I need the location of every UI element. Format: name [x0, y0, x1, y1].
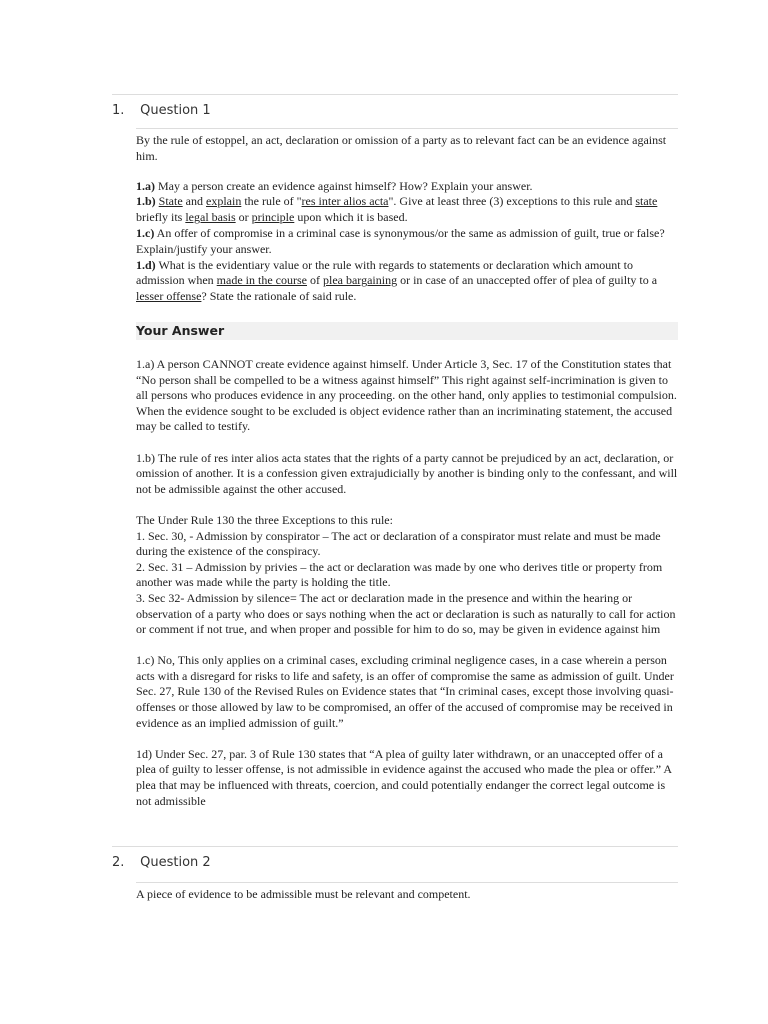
- underlined-term: explain: [206, 194, 242, 209]
- your-answer-heading: Your Answer: [136, 322, 678, 340]
- text-run: What is the evidentiary value or the rule with regards to statements or declaration which amount to admission when: [136, 257, 633, 288]
- underlined-term: lesser offense: [136, 289, 202, 304]
- exception-1: 1. Sec. 30, - Admission by conspirator – The act or declaration of a conspirator must relate and must be made during the existence of the conspiracy.: [136, 528, 661, 559]
- answer-paragraph-1b: 1.b) The rule of res inter alios acta states that the rights of a party cannot be prejudiced by an act, declaration, or omission of another. It is a confession given extrajudicially by another is binding only to the confessant, and will not be admissible against the other accused.: [136, 450, 678, 496]
- question-title: Question 1: [140, 103, 211, 118]
- prompt-item-d: [136, 258, 678, 305]
- question-title: Question 2: [140, 855, 211, 870]
- text-run: ? State the rationale of said rule.: [201, 289, 357, 304]
- text-run: ". Give at least three (3) exceptions to this rule and: [388, 194, 636, 209]
- item-label: 1.d): [136, 257, 156, 272]
- text-run: or: [235, 210, 252, 225]
- exception-3: 3. Sec 32- Admission by silence= The act or declaration made in the presence and within the hearing or observation of a party who does or says nothing when the act or declaration is such as naturally to call for action or comment if not true, and when proper and possible for him to do so, may be given in evidence against him: [136, 590, 676, 637]
- question-1-prompt: [136, 128, 678, 305]
- exceptions-intro: The Under Rule 130 the three Exceptions to this rule:: [136, 512, 393, 527]
- answer-paragraph-1a: 1.a) A person CANNOT create evidence against himself. Under Article 3, Sec. 17 of the Constitution states that “No person shall be compelled to be a witness against himself” This right against self-incrimination is given to all persons who produces evidence in any proceeding. on the other hand, only applies to testimonial compulsion. When the evidence sought to be excluded is object evidence rather than an incriminating statement, the accused may be called to testify.: [136, 357, 677, 434]
- item-label: 1.b): [136, 194, 156, 209]
- question-2-header: [112, 846, 678, 870]
- item-label: 1.a): [136, 178, 155, 193]
- underlined-term: made in the course: [216, 273, 307, 288]
- prompt-item-a: [136, 179, 678, 195]
- underlined-term: legal basis: [185, 210, 236, 225]
- text-run: or in case of an unaccepted offer of plea of guilty to a: [397, 273, 658, 288]
- question-2-prompt: [136, 882, 678, 903]
- text-run: briefly its: [136, 210, 186, 225]
- exception-2: 2. Sec. 31 – Admission by privies – the act or declaration was made by one who derives title or property from another was made while the party is holding the title.: [136, 559, 663, 590]
- prompt-item-b: [136, 194, 678, 226]
- underlined-term: res inter alios acta: [301, 194, 389, 209]
- question-1-header: [112, 94, 678, 118]
- underlined-term: principle: [251, 210, 295, 225]
- underlined-term: State: [158, 194, 183, 209]
- question-number: 2.: [112, 855, 125, 870]
- item-text: An offer of compromise in a criminal case is synonymous/or the same as admission of guilt, true or false? Explain/justify your answer.: [136, 225, 665, 256]
- prompt-intro: By the rule of estoppel, an act, declaration or omission of a party as to relevant fact can be an evidence against him.: [136, 133, 667, 163]
- item-text: May a person create an evidence against himself? How? Explain your answer.: [155, 178, 533, 193]
- answer-paragraph-1c: 1.c) No, This only applies on a criminal cases, excluding criminal negligence cases, in a case wherein a person acts with a disregard for risks to life and safety, is an offer of compromise the same as admission of guilt. Under Sec. 27, Rule 130 of the Revised Rules on Evidence states that “In criminal cases, except those involving quasi-offenses or those allowed by law to be compromised, an offer of the accused of compromise may be received in evidence as an implied admission of guilt.”: [136, 653, 674, 730]
- text-run: the rule of ": [241, 194, 302, 209]
- underlined-term: plea bargaining: [322, 273, 398, 288]
- text-run: and: [182, 194, 206, 209]
- item-label: 1.c): [136, 225, 155, 240]
- answer-paragraph-1d: 1d) Under Sec. 27, par. 3 of Rule 130 states that “A plea of guilty later withdrawn, or an unaccepted offer of a plea of guilty to lesser offense, is not admissible in evidence against the accused who made the plea or offer.” A plea that may be influenced with threats, coercion, and could potentially endanger the correct legal outcome is not admissible: [136, 746, 672, 808]
- question-number: 1.: [112, 103, 125, 118]
- prompt-text: A piece of evidence to be admissible must be relevant and competent.: [136, 887, 471, 901]
- prompt-item-c: [136, 226, 678, 258]
- text-run: of: [306, 273, 323, 288]
- answer-body: [136, 357, 678, 825]
- text-run: upon which it is based.: [294, 210, 408, 225]
- underlined-term: state: [635, 194, 658, 209]
